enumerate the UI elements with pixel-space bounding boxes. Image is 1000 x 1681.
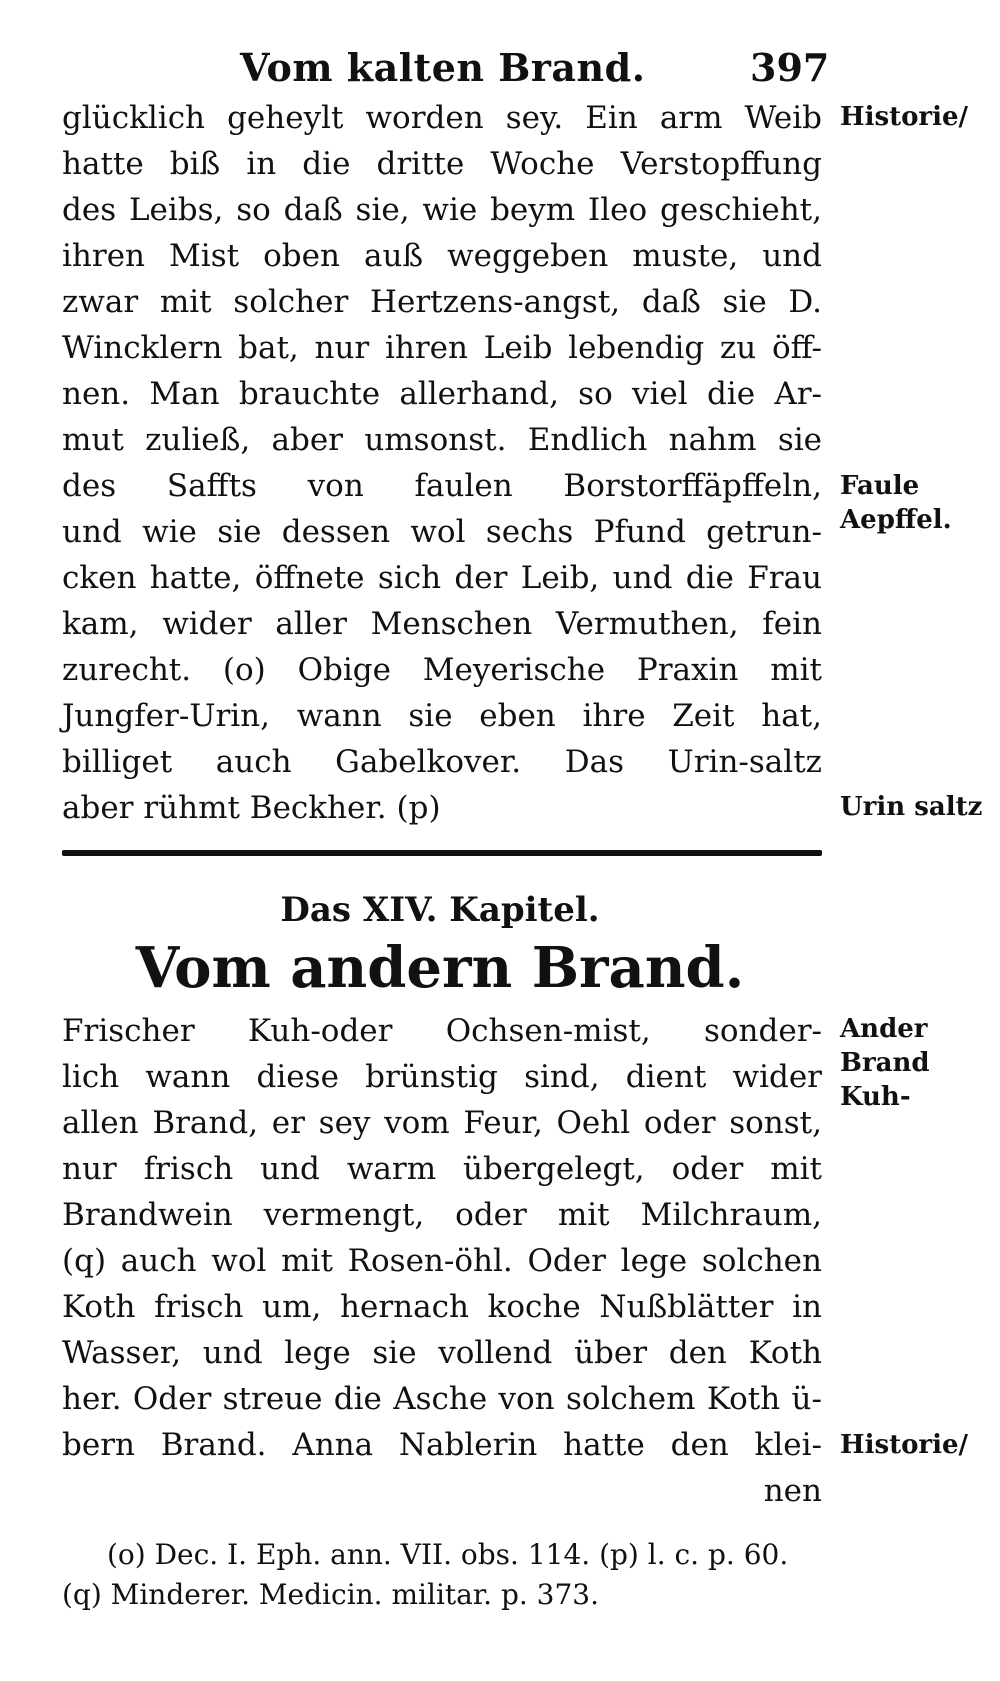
body-text-block-2 — [62, 1008, 822, 1514]
text-line: Frischer Kuh-oder Ochsen-mist, sonder- — [62, 1013, 822, 1049]
text-line: Brandwein vermengt, oder mit Milchraum, — [62, 1197, 822, 1233]
text-line: bern Brand. Anna Nablerin hatte den klei- — [62, 1427, 822, 1463]
text-line: her. Oder streue die Asche von solchem Koth ü- — [62, 1381, 822, 1417]
text-line: lich wann diese brünstig sind, dient wider — [62, 1059, 822, 1095]
text-line: hatte biß in die dritte Woche Verstopffung — [62, 146, 822, 182]
text-line: Wasser, und lege sie vollend über den Koth — [62, 1335, 822, 1371]
text-line: des Saffts von faulen Borstorffäpffeln, — [62, 468, 822, 504]
margin-note-ander: Ander — [840, 1014, 928, 1044]
section-divider — [62, 850, 822, 856]
margin-note-brand: Brand — [840, 1048, 930, 1078]
chapter-label: Das XIV. Kapitel. — [280, 890, 600, 930]
text-line: allen Brand, er sey vom Feur, Oehl oder sonst, — [62, 1105, 822, 1141]
margin-note-faule: Faule — [840, 471, 920, 501]
body-text-block-1 — [62, 95, 822, 831]
margin-note-aepffel: Aepffel. — [840, 505, 952, 535]
text-line: cken hatte, öffnete sich der Leib, und die Frau — [62, 560, 822, 596]
text-line: des Leibs, so daß sie, wie beym Ileo geschieht, — [62, 192, 822, 228]
text-line: billiget auch Gabelkover. Das Urin-saltz — [62, 744, 822, 780]
margin-note-kuh: Kuh- — [840, 1082, 911, 1112]
running-head: Vom kalten Brand. — [240, 45, 646, 90]
text-line: kam, wider aller Menschen Vermuthen, fein — [62, 606, 822, 642]
text-line: und wie sie dessen wol sechs Pfund getrun- — [62, 514, 822, 550]
footnote-line: (o) Dec. I. Eph. ann. VII. obs. 114. (p) l. c. p. 60. — [107, 1538, 789, 1571]
chapter-title: Vom andern Brand. — [135, 935, 745, 1001]
footnotes — [62, 1535, 822, 1615]
text-line: Wincklern bat, nur ihren Leib lebendig zu öff- — [62, 330, 822, 366]
text-line: mut zuließ, aber umsonst. Endlich nahm sie — [62, 422, 822, 458]
text-line: ihren Mist oben auß weggeben muste, und — [62, 238, 822, 274]
text-line: aber rühmt Beckher. (p) — [62, 790, 441, 826]
text-line: nen. Man brauchte allerhand, so viel die Ar- — [62, 376, 822, 412]
margin-note-urin-saltz: Urin saltz — [840, 792, 983, 822]
margin-note-historie-2: Historie/ — [840, 1430, 969, 1460]
text-line: zurecht. (o) Obige Meyerische Praxin mit — [62, 652, 822, 688]
page-number: 397 — [750, 45, 830, 90]
text-line: Jungfer-Urin, wann sie eben ihre Zeit hat, — [62, 698, 822, 734]
text-line: nur frisch und warm übergelegt, oder mit — [62, 1151, 822, 1187]
catchword: nen — [763, 1473, 822, 1509]
text-line: (q) auch wol mit Rosen-öhl. Oder lege solchen — [62, 1243, 822, 1279]
text-line: glücklich geheylt worden sey. Ein arm Weib — [62, 100, 822, 136]
footnote-line: (q) Minderer. Medicin. militar. p. 373. — [62, 1578, 600, 1611]
margin-note-historie: Historie/ — [840, 102, 969, 132]
text-line: Koth frisch um, hernach koche Nußblätter in — [62, 1289, 822, 1325]
text-line: zwar mit solcher Hertzens-angst, daß sie D. — [62, 284, 822, 320]
